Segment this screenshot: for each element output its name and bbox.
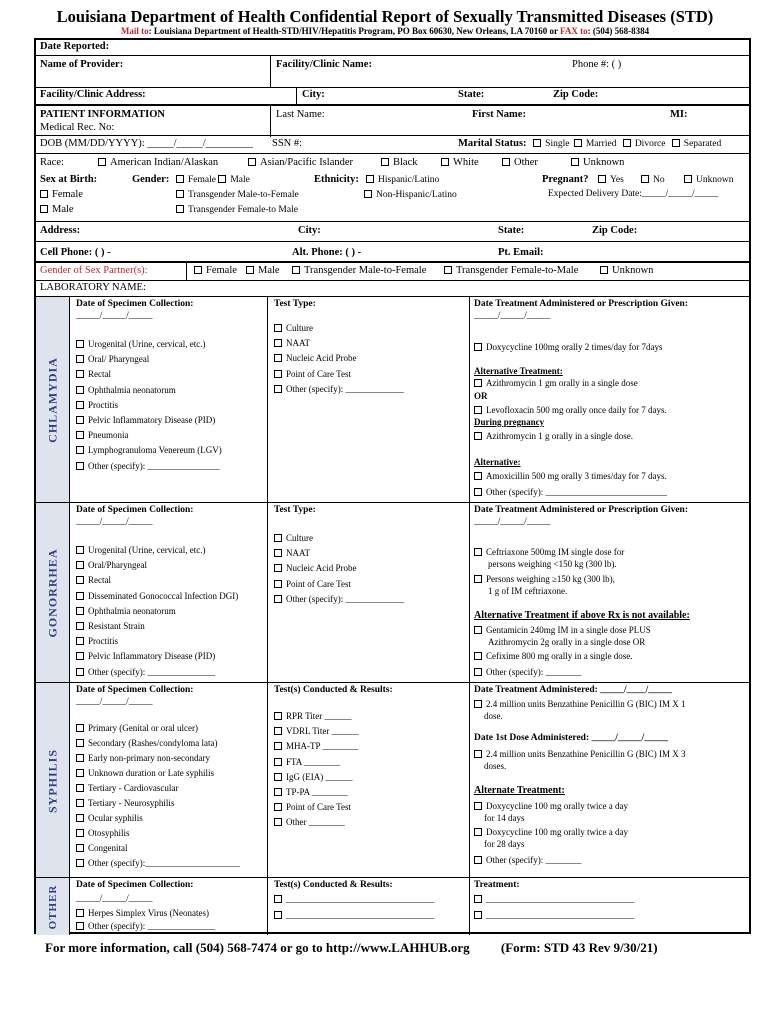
- partner-trans-ftm-checkbox[interactable]: [444, 266, 452, 274]
- sex-at-birth-label: Sex at Birth:: [40, 174, 98, 185]
- gonorrhea-test-checkbox[interactable]: [274, 549, 282, 557]
- chlamydia-site-checkbox[interactable]: [76, 462, 84, 470]
- gonorrhea-test-label: NAAT: [286, 548, 310, 559]
- gonorrhea-heavy-ceftriaxone-checkbox[interactable]: [474, 575, 482, 583]
- partner-trans-mtf-checkbox[interactable]: [292, 266, 300, 274]
- other-hsv-checkbox[interactable]: [76, 909, 84, 917]
- chlamydia-doxycycline-checkbox[interactable]: [474, 343, 482, 351]
- chlamydia-pregnancy-azithromycin-checkbox[interactable]: [474, 432, 482, 440]
- medical-record-field[interactable]: Medical Rec. No:: [40, 122, 115, 133]
- provider-phone-field[interactable]: Phone #: ( ): [572, 59, 622, 70]
- syphilis-stage-label: Tertiary - Neurosyphilis: [88, 798, 175, 808]
- chlamydia-site-label: Pneumonia: [88, 430, 129, 441]
- gonorrhea-site-item: [76, 667, 215, 677]
- syphilis-stage-checkbox[interactable]: [76, 784, 84, 792]
- chlamydia-site-checkbox[interactable]: [76, 386, 84, 394]
- chlamydia-site-label: Rectal: [88, 369, 111, 380]
- facility-address-row: [36, 87, 749, 103]
- gonorrhea-site-item: [76, 591, 238, 601]
- race-asian-checkbox[interactable]: [248, 158, 256, 166]
- fax-to-label: FAX to: [560, 26, 588, 36]
- marital-single-checkbox[interactable]: [533, 139, 541, 147]
- patient-address-field[interactable]: Address:: [40, 225, 81, 236]
- marital-divorce-checkbox[interactable]: [623, 139, 631, 147]
- chlamydia-site-checkbox[interactable]: [76, 446, 84, 454]
- gonorrhea-site-checkbox[interactable]: [76, 652, 84, 660]
- pregnant-label: Pregnant?: [542, 174, 589, 185]
- patient-state-field[interactable]: State:: [498, 225, 525, 236]
- syphilis-stage-label: Congenital: [88, 843, 128, 853]
- chlamydia-levofloxacin-checkbox[interactable]: [474, 406, 482, 414]
- gonorrhea-cefixime-checkbox[interactable]: [474, 652, 482, 660]
- gonorrhea-test-label: Culture: [286, 533, 313, 543]
- chlamydia-site-label: Other (specify): ________________: [88, 460, 220, 471]
- syphilis-test-checkbox[interactable]: [274, 742, 282, 750]
- gonorrhea-azithromycin-detail: Azithromycin 2g orally in a single dose OR: [488, 637, 646, 647]
- chlamydia-test-label: NAAT: [286, 338, 310, 349]
- syphilis-stage-checkbox[interactable]: [76, 724, 84, 732]
- mail-address: : Louisiana Department of Health-STD/HIV/Hepatitis Program, PO Box 60630, New Orleans, LA 70160 or: [148, 26, 561, 36]
- chlamydia-site-item: [76, 400, 118, 410]
- gonorrhea-site-item: [76, 545, 205, 555]
- chlamydia-test-label: Test Type:: [274, 299, 316, 309]
- gonorrhea-site-item: [76, 575, 111, 585]
- syphilis-side-label: SYPHILIS: [36, 683, 70, 878]
- marital-status-label: Marital Status:: [458, 138, 527, 149]
- syphilis-stage-checkbox[interactable]: [76, 739, 84, 747]
- chlamydia-test-label: Culture: [286, 323, 313, 333]
- alt-phone-field[interactable]: Alt. Phone: ( ) -: [292, 247, 362, 258]
- gonorrhea-test-checkbox[interactable]: [274, 534, 282, 542]
- syphilis-stage-item: [76, 843, 128, 853]
- gonorrhea-site-item: [76, 606, 176, 616]
- syphilis-bpg-single-detail: dose.: [484, 711, 503, 721]
- syphilis-section: SYPHILIS Date of Specimen Collection: _____/_____/_____ Primary (Genital or oral ulcer) Secondary (Rashes/condyloma lata) Early non-primary non-secondary Unknown duration or Late syphilis Tertiary - Cardiovascular Tertiary - Neurosyphilis Ocular syphilis Otosyphilis Congenital Other (specify):_____________________ Test(s) Conducted & Results: RPR Titer ______ VDRL Titer ______ MHA-TP ________ FTA ________ IgG (EIA) ______ TP-PA ________ Point of Care Test Other ________ Date Treatment Administered: _____/____/_____ 2.4 million units Benzathine Penicillin G (BIC) IM X 1 dose. Date 1st Dose Administered: _____/_____/_____ 2.4 million units Benzathine Penicillin G (BIC) IM X 3 doses. Alternate Treatment: Doxycycline 100 mg orally twice a day for 14 days Doxycycline 100 mg orally twice a day for 28 days Other (specify): ________: [36, 682, 749, 877]
- syphilis-doxy-14-checkbox[interactable]: [474, 802, 482, 810]
- syphilis-doxy-28-checkbox[interactable]: [474, 828, 482, 836]
- syphilis-test-item: [274, 741, 358, 751]
- chlamydia-site-checkbox[interactable]: [76, 355, 84, 363]
- syphilis-stage-item: [76, 768, 214, 778]
- chlamydia-other-tx-checkbox[interactable]: [474, 488, 482, 496]
- gonorrhea-heavy-detail: 1 g of IM ceftriaxone.: [488, 586, 568, 596]
- syphilis-stage-item: [76, 783, 178, 793]
- phone-row: [36, 241, 749, 261]
- chlamydia-test-label: Nucleic Acid Probe: [286, 353, 357, 364]
- gonorrhea-alt-label: Alternative Treatment if above Rx is not available:: [474, 610, 690, 621]
- syphilis-bpg-single-checkbox[interactable]: [474, 700, 482, 708]
- first-name-field[interactable]: First Name:: [472, 109, 526, 120]
- gender-trans-mtf-checkbox[interactable]: [176, 190, 184, 198]
- syphilis-doxy-28-detail: for 28 days: [484, 839, 525, 849]
- other-test-label: Test(s) Conducted & Results:: [274, 880, 393, 890]
- facility-address-field[interactable]: Facility/Clinic Address:: [40, 89, 146, 100]
- syphilis-test-label: IgG (EIA) ______: [286, 771, 353, 782]
- gender-trans-ftm-checkbox[interactable]: [176, 205, 184, 213]
- chlamydia-test-checkbox[interactable]: [274, 324, 282, 332]
- gonorrhea-test-item: [274, 533, 313, 543]
- gonorrhea-test-label: Other (specify): _____________: [286, 593, 404, 604]
- chlamydia-site-item: [76, 369, 111, 379]
- syphilis-test-label: TP-PA ________: [286, 787, 348, 797]
- gonorrhea-site-label: Oral/Pharyngeal: [88, 560, 147, 571]
- gonorrhea-site-label: Disseminated Gonococcal Infection DGI): [88, 590, 239, 601]
- chlamydia-test-checkbox[interactable]: [274, 354, 282, 362]
- race-row: Race: American Indian/Alaskan Asian/Pacific Islander Black White Other Unknown: [36, 153, 749, 171]
- dob-row: [36, 135, 749, 153]
- form-number: (Form: STD 43 Rev 9/30/21): [500, 940, 658, 955]
- pregnant-unknown-checkbox[interactable]: [684, 175, 692, 183]
- syphilis-test-label: MHA-TP ________: [286, 741, 359, 752]
- syphilis-other-tx-checkbox[interactable]: [474, 856, 482, 864]
- syphilis-bpg-three-detail: doses.: [484, 761, 507, 771]
- patient-zip-field[interactable]: Zip Code:: [592, 225, 638, 236]
- gonorrhea-site-checkbox[interactable]: [76, 668, 84, 676]
- syphilis-test-label: VDRL Titer ______: [286, 726, 359, 737]
- syphilis-stage-label: Unknown duration or Late syphilis: [88, 768, 214, 778]
- gonorrhea-site-checkbox[interactable]: [76, 622, 84, 630]
- footer-info: For more information, call (504) 568-7474 or go to http://www.LAHHUB.org: [45, 940, 470, 955]
- syphilis-test-checkbox[interactable]: [274, 773, 282, 781]
- syphilis-test-item: [274, 802, 351, 812]
- chlamydia-site-label: Ophthalmia neonatorum: [88, 384, 176, 395]
- report-form: [34, 38, 751, 934]
- partner-female-checkbox[interactable]: [194, 266, 202, 274]
- syphilis-stage-item: [76, 858, 240, 868]
- laboratory-row: [36, 280, 749, 296]
- facility-name-field[interactable]: Facility/Clinic Name:: [276, 59, 372, 70]
- gonorrhea-test-item: [274, 594, 404, 604]
- marital-separated-checkbox[interactable]: [672, 139, 680, 147]
- patient-info-heading: PATIENT INFORMATION: [40, 109, 165, 120]
- gonorrhea-site-item: [76, 560, 147, 570]
- syphilis-stage-item: [76, 753, 210, 763]
- laboratory-name-field[interactable]: LABORATORY NAME:: [40, 282, 146, 293]
- other-date-label: Date of Specimen Collection:: [76, 880, 194, 890]
- chlamydia-site-item: [76, 339, 205, 349]
- gender-female-checkbox[interactable]: [176, 175, 184, 183]
- chlamydia-site-label: Pelvic Inflammatory Disease (PID): [88, 415, 216, 425]
- syphilis-stage-label: Tertiary - Cardiovascular: [88, 783, 179, 793]
- date-reported-row: [36, 40, 749, 55]
- gonorrhea-test-checkbox[interactable]: [274, 595, 282, 603]
- gonorrhea-site-checkbox[interactable]: [76, 607, 84, 615]
- chlamydia-azithromycin-checkbox[interactable]: [474, 379, 482, 387]
- chlamydia-site-checkbox[interactable]: [76, 401, 84, 409]
- syphilis-stage-checkbox[interactable]: [76, 814, 84, 822]
- gender-label: Gender:: [132, 174, 170, 185]
- other-date-field[interactable]: _____/_____/_____: [76, 894, 153, 904]
- gonorrhea-site-label: Pelvic Inflammatory Disease (PID): [88, 651, 216, 662]
- syphilis-test-item: [274, 787, 348, 797]
- chlamydia-site-label: Proctitis: [88, 399, 119, 410]
- gonorrhea-test-checkbox[interactable]: [274, 564, 282, 572]
- facility-state-field[interactable]: State:: [458, 89, 485, 100]
- chlamydia-alt-label: Alternative Treatment:: [474, 366, 563, 376]
- ethnicity-label: Ethnicity:: [314, 174, 359, 185]
- syphilis-test-checkbox[interactable]: [274, 712, 282, 720]
- gonorrhea-site-checkbox[interactable]: [76, 546, 84, 554]
- ethnicity-non-hispanic-checkbox[interactable]: [364, 190, 372, 198]
- mail-to-label: Mail to: [120, 26, 149, 36]
- gonorrhea-treatment-label: Date Treatment Administered or Prescription Given:: [474, 505, 688, 515]
- chlamydia-test-item: [274, 369, 351, 379]
- syphilis-test-checkbox[interactable]: [274, 788, 282, 796]
- dob-field[interactable]: DOB (MM/DD/YYYY): _____/_____/_________: [40, 138, 253, 149]
- chlamydia-or-label: OR: [474, 391, 488, 401]
- syphilis-test-item: [274, 726, 359, 736]
- syphilis-test-label: Point of Care Test: [286, 802, 351, 813]
- syphilis-stage-item: [76, 723, 198, 733]
- syphilis-stage-item: [76, 813, 143, 823]
- syphilis-test-item: [274, 757, 340, 767]
- syphilis-date-label: Date of Specimen Collection:: [76, 685, 194, 695]
- gonorrhea-test-label: Test Type:: [274, 505, 316, 515]
- gonorrhea-site-checkbox[interactable]: [76, 561, 84, 569]
- gonorrhea-site-label: Other (specify): _______________: [88, 666, 215, 677]
- other-side-label: OTHER: [36, 878, 70, 935]
- gonorrhea-site-label: Rectal: [88, 575, 111, 586]
- chlamydia-site-item: [76, 461, 219, 471]
- marital-status-group: Marital Status: Single Married Divorce Separated: [458, 138, 722, 149]
- gonorrhea-site-label: Resistant Strain: [88, 621, 145, 631]
- chlamydia-date-label: Date of Specimen Collection:: [76, 299, 194, 309]
- gonorrhea-test-item: [274, 579, 351, 589]
- syphilis-test-checkbox[interactable]: [274, 818, 282, 826]
- syphilis-first-dose-field[interactable]: Date 1st Dose Administered: _____/_____/_____: [474, 733, 669, 743]
- syphilis-stage-checkbox[interactable]: [76, 799, 84, 807]
- chlamydia-test-item: [274, 338, 310, 348]
- chlamydia-site-checkbox[interactable]: [76, 431, 84, 439]
- chlamydia-test-item: [274, 323, 313, 333]
- chlamydia-treatment-date-field[interactable]: _____/_____/_____: [474, 311, 551, 321]
- patient-name-row: [36, 104, 749, 135]
- syphilis-test-label: RPR Titer ______: [286, 711, 352, 721]
- gonorrhea-treatment-date-field[interactable]: _____/_____/_____: [474, 517, 551, 527]
- other-test-1-checkbox[interactable]: [274, 895, 282, 903]
- gonorrhea-gentamicin-checkbox[interactable]: [474, 626, 482, 634]
- gonorrhea-site-label: Ophthalmia neonatorum: [88, 605, 176, 616]
- syphilis-test-checkbox[interactable]: [274, 758, 282, 766]
- syphilis-stage-item: [76, 738, 217, 748]
- syphilis-stage-checkbox[interactable]: [76, 844, 84, 852]
- race-black-checkbox[interactable]: [381, 158, 389, 166]
- syphilis-stage-label: Primary (Genital or oral ulcer): [88, 723, 198, 733]
- chlamydia-test-label: Other (specify): _____________: [286, 383, 404, 394]
- syphilis-test-label: Other ________: [286, 817, 345, 828]
- ethnicity-hispanic-checkbox[interactable]: [366, 175, 374, 183]
- syphilis-date-field[interactable]: _____/_____/_____: [76, 697, 153, 707]
- gonorrhea-section: GONORRHEA Date of Specimen Collection: _____/_____/_____ Urogenital (Urine, cervical, etc.) Oral/Pharyngeal Rectal Disseminated Gonococcal Infection DGI) Ophthalmia neonatorum Resistant Strain Proctitis Pelvic Inflammatory Disease (PID) Other (specify): _______________ Test Type: Culture NAAT Nucleic Acid Probe Point of Care Test Other (specify): _____________ Date Treatment Administered or Prescription Given: _____/_____/_____ Ceftriaxone 500mg IM single dose for persons weighing <150 kg (300 lb). Persons weighing ≥150 kg (300 lb), 1 g of IM ceftriaxone. Alternative Treatment if above Rx is not available: Gentamicin 240mg IM in a single dose PLUS Azithromycin 2g orally in a single dose OR Cefixime 800 mg orally in a single dose. Other (specify): ________: [36, 502, 749, 682]
- partner-unknown-checkbox[interactable]: [600, 266, 608, 274]
- sex-partner-label: Gender of Sex Partner(s):: [40, 265, 148, 276]
- chlamydia-site-label: Urogenital (Urine, cervical, etc.): [88, 339, 206, 349]
- syphilis-doxy-14-detail: for 14 days: [484, 813, 525, 823]
- chlamydia-site-item: [76, 385, 176, 395]
- footer: [45, 940, 658, 956]
- syphilis-test-label: Test(s) Conducted & Results:: [274, 685, 393, 695]
- pregnant-yes-checkbox[interactable]: [598, 175, 606, 183]
- race-other-checkbox[interactable]: [502, 158, 510, 166]
- gonorrhea-test-label: Point of Care Test: [286, 578, 351, 589]
- gonorrhea-other-tx-checkbox[interactable]: [474, 668, 482, 676]
- syphilis-test-item: [274, 817, 345, 827]
- gonorrhea-site-item: [76, 636, 118, 646]
- syphilis-test-label: FTA ________: [286, 756, 341, 767]
- patient-city-field[interactable]: City:: [298, 225, 321, 236]
- gonorrhea-test-item: [274, 548, 310, 558]
- syphilis-test-checkbox[interactable]: [274, 803, 282, 811]
- syphilis-test-item: [274, 772, 353, 782]
- gonorrhea-date-label: Date of Specimen Collection:: [76, 505, 194, 515]
- chlamydia-alternative-label: Alternative:: [474, 457, 521, 467]
- chlamydia-test-checkbox[interactable]: [274, 385, 282, 393]
- chlamydia-site-checkbox[interactable]: [76, 370, 84, 378]
- syphilis-bpg-three-checkbox[interactable]: [474, 750, 482, 758]
- other-section: OTHER Date of Specimen Collection: _____/_____/_____ Herpes Simplex Virus (Neonates) Other (specify): _______________ Test(s) Conducted & Results: _________________________________ _________________________________ Treatment: _________________________________ _________________________________: [36, 877, 749, 934]
- gonorrhea-site-item: [76, 651, 215, 661]
- race-white-checkbox[interactable]: [441, 158, 449, 166]
- gonorrhea-site-label: Urogenital (Urine, cervical, etc.): [88, 545, 206, 555]
- gonorrhea-site-checkbox[interactable]: [76, 576, 84, 584]
- chlamydia-date-field[interactable]: _____/_____/_____: [76, 311, 153, 321]
- syphilis-treatment-date-field[interactable]: Date Treatment Administered: _____/____/_____: [474, 685, 672, 695]
- syphilis-stage-label: Early non-primary non-secondary: [88, 753, 210, 763]
- ssn-field[interactable]: SSN #:: [272, 138, 303, 149]
- chlamydia-site-item: [76, 430, 129, 440]
- mailing-instructions: [0, 26, 770, 36]
- gonorrhea-ceftriaxone-detail: persons weighing <150 kg (300 lb).: [488, 559, 617, 569]
- gonorrhea-date-field[interactable]: _____/_____/_____: [76, 517, 153, 527]
- chlamydia-amoxicillin-checkbox[interactable]: [474, 472, 482, 480]
- middle-initial-field[interactable]: MI:: [670, 109, 688, 120]
- chlamydia-test-checkbox[interactable]: [274, 370, 282, 378]
- sex-partner-row: Gender of Sex Partner(s): Female Male Transgender Male-to-Female Transgender Female-to-Male Unknown: [36, 261, 749, 278]
- pregnant-no-checkbox[interactable]: [641, 175, 649, 183]
- patient-email-field[interactable]: Pt. Email:: [498, 247, 544, 258]
- chlamydia-test-item: [274, 384, 404, 394]
- syphilis-test-item: [274, 711, 352, 721]
- chlamydia-test-item: [274, 353, 356, 363]
- last-name-field[interactable]: Last Name:: [276, 109, 325, 120]
- chlamydia-site-checkbox[interactable]: [76, 340, 84, 348]
- sex-female-checkbox[interactable]: [40, 190, 48, 198]
- other-treatment-label: Treatment:: [474, 880, 520, 890]
- cell-phone-field[interactable]: Cell Phone: ( ) -: [40, 247, 111, 258]
- gonorrhea-site-label: Proctitis: [88, 636, 119, 647]
- gonorrhea-test-label: Nucleic Acid Probe: [286, 563, 357, 574]
- race-american-indian-checkbox[interactable]: [98, 158, 106, 166]
- syphilis-alt-label: Alternate Treatment:: [474, 785, 565, 796]
- chlamydia-pregnancy-label: During pregnancy: [474, 417, 545, 427]
- sex-male-checkbox[interactable]: [40, 205, 48, 213]
- provider-row: [36, 55, 749, 87]
- syphilis-test-checkbox[interactable]: [274, 727, 282, 735]
- chlamydia-test-label: Point of Care Test: [286, 368, 351, 379]
- chlamydia-site-label: Oral/ Pharyngeal: [88, 354, 150, 365]
- chlamydia-site-item: [76, 445, 222, 455]
- facility-zip-field[interactable]: Zip Code:: [553, 89, 599, 100]
- date-reported-field[interactable]: Date Reported:: [40, 41, 110, 52]
- other-specify-checkbox[interactable]: [76, 922, 84, 930]
- syphilis-stage-item: [76, 798, 174, 808]
- marital-married-checkbox[interactable]: [574, 139, 582, 147]
- gonorrhea-site-checkbox[interactable]: [76, 592, 84, 600]
- race-label: Race:: [40, 157, 64, 168]
- facility-city-field[interactable]: City:: [302, 89, 325, 100]
- syphilis-stage-label: Other (specify):_____________________: [88, 858, 240, 868]
- other-tx-1-checkbox[interactable]: [474, 895, 482, 903]
- race-unknown-checkbox[interactable]: [571, 158, 579, 166]
- provider-name-field[interactable]: Name of Provider:: [40, 59, 124, 70]
- syphilis-stage-label: Otosyphilis: [88, 828, 130, 838]
- gonorrhea-ceftriaxone-checkbox[interactable]: [474, 548, 482, 556]
- syphilis-stage-checkbox[interactable]: [76, 754, 84, 762]
- expected-delivery-date-field[interactable]: Expected Delivery Date:_____/_____/_____: [548, 189, 719, 199]
- chlamydia-site-checkbox[interactable]: [76, 416, 84, 424]
- syphilis-stage-checkbox[interactable]: [76, 829, 84, 837]
- syphilis-stage-checkbox[interactable]: [76, 859, 84, 867]
- gonorrhea-test-checkbox[interactable]: [274, 580, 282, 588]
- chlamydia-side-label: CHLAMYDIA: [36, 297, 70, 502]
- gonorrhea-site-item: [76, 621, 145, 631]
- chlamydia-test-checkbox[interactable]: [274, 339, 282, 347]
- gender-male-checkbox[interactable]: [218, 175, 226, 183]
- fax-number: : (504) 568-8384: [587, 26, 650, 36]
- chlamydia-section: CHLAMYDIA Date of Specimen Collection: _____/_____/_____ Urogenital (Urine, cervical, etc.) Oral/ Pharyngeal Rectal Ophthalmia neonatorum Proctitis Pelvic Inflammatory Disease (PID) Pneumonia Lymphogranuloma Venereum (LGV) Other (specify): ________________ Test Type: Culture NAAT Nucleic Acid Probe Point of Care Test Other (specify): _____________ Date Treatment Administered or Prescription Given: _____/_____/_____ Doxycycline 100mg orally 2 times/day for 7days Alternative Treatment: Azithromycin 1 gm orally in a single dose OR Levofloxacin 500 mg orally once daily for 7 days. During pregnancy Azithromycin 1 g orally in a single dose. Alternative: Amoxicillin 500 mg orally 3 times/day for 7 days. Other (specify): ___________________________: [36, 296, 749, 502]
- gonorrhea-site-checkbox[interactable]: [76, 637, 84, 645]
- gonorrhea-test-item: [274, 563, 356, 573]
- chlamydia-site-item: [76, 354, 149, 364]
- gonorrhea-side-label: GONORRHEA: [36, 503, 70, 683]
- chlamydia-site-item: [76, 415, 215, 425]
- chlamydia-treatment-label: Date Treatment Administered or Prescription Given:: [474, 299, 688, 309]
- syphilis-stage-label: Secondary (Rashes/condyloma lata): [88, 738, 218, 748]
- sex-gender-row: Sex at Birth: Female Male Gender: Female Male Transgender Male-to-Female Transgender Female-to Male Ethnicity: Hispanic/Latino Non-Hispanic/Latino Pregnant? Yes No Unknown Expected Delivery Date:_____/_____/_____: [40, 174, 734, 215]
- syphilis-stage-checkbox[interactable]: [76, 769, 84, 777]
- syphilis-stage-label: Ocular syphilis: [88, 813, 143, 823]
- other-tx-2-checkbox[interactable]: [474, 911, 482, 919]
- syphilis-stage-item: [76, 828, 130, 838]
- other-test-2-checkbox[interactable]: [274, 911, 282, 919]
- form-title: Louisiana Department of Health Confidential Report of Sexually Transmitted Diseases (STD): [56, 7, 714, 26]
- partner-male-checkbox[interactable]: [246, 266, 254, 274]
- patient-address-row: [36, 221, 749, 241]
- chlamydia-site-label: Lymphogranuloma Venereum (LGV): [88, 445, 222, 456]
